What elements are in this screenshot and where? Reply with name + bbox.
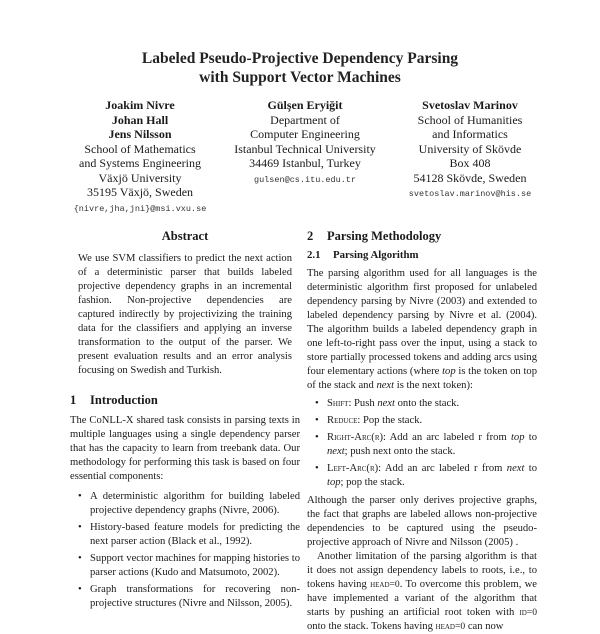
list-item: • Support vector machines for mapping histories to parser actions (Kudo and Matsumoto, 2002). [70, 552, 300, 580]
author-name: Svetoslav Marinov [422, 98, 518, 112]
title-line-2: with Support Vector Machines [199, 69, 401, 86]
root-label-paragraph [307, 550, 537, 634]
component-list [70, 490, 300, 611]
subsection-heading-algorithm [307, 248, 537, 262]
text-span: Another limitation of the parsing algorithm is that it does not assign dependency labels to roots, i.e., to tokens having [307, 551, 537, 590]
text-span: id=0 [519, 607, 537, 618]
affiliation-line: Istanbul Technical University [234, 141, 376, 156]
affiliation-line: 54128 Skövde, Sweden [413, 170, 527, 185]
action-list [307, 397, 537, 490]
text-span: . To overcome this problem, we have implemented a variant of the algorithm that starts by pushing an artificial root token with [307, 579, 538, 618]
text-span: next [327, 446, 345, 457]
text-span: to [524, 432, 537, 443]
section-title: Parsing Methodology [327, 229, 442, 243]
section-heading-introduction [70, 392, 300, 408]
action-name: Left-Arc(r) [327, 463, 379, 474]
affiliation-line: University of Skövde [418, 141, 522, 156]
action-item-reduce [307, 414, 537, 428]
author-email: svetoslav.marinov@his.se [408, 189, 532, 199]
algorithm-paragraph [307, 267, 537, 393]
list-item: • Graph transformations for recovering non-projective structures (Nivre and Nilsson, 2005). [70, 583, 300, 611]
affiliation-line: Box 408 [449, 156, 491, 170]
paper-title [0, 49, 600, 87]
affiliation-line: 35195 Växjö, Sweden [86, 185, 194, 199]
text-span: is the token on top of the stack and [307, 366, 537, 391]
author-name: Joakim Nivre [105, 98, 175, 112]
author-name: Jens Nilsson [108, 127, 172, 141]
section-heading-methodology [307, 228, 537, 244]
text-span: next [506, 463, 525, 474]
text-span: : Add an arc labeled r from [383, 432, 511, 443]
introduction-text: The CoNLL-X shared task consists in parsing texts in multiple languages using a single dependency parser that has the capacity to learn from treebank data. Our methodology for performing this task is based on four essential components: [70, 415, 300, 482]
action-item-right-arc [307, 431, 537, 459]
text-span: head=0 [435, 621, 466, 632]
affiliation-line: Växjö University [98, 170, 182, 185]
text-span: onto the stack. Tokens having [307, 621, 433, 632]
author-block-skovde [390, 98, 550, 216]
text-span: next [376, 380, 395, 391]
author-block-istanbul [220, 98, 390, 216]
list-item: • History-based feature models for predicting the next parser action (Black et al., 1992). [70, 521, 300, 549]
action-name: Right-Arc(r) [327, 432, 384, 443]
affiliation-line: School of Mathematics [84, 141, 196, 156]
abstract-heading: Abstract [161, 229, 209, 243]
author-name: Gülşen Eryiğit [267, 98, 343, 112]
author-list [60, 98, 550, 216]
text-span: is the next token): [396, 380, 473, 391]
left-column [70, 228, 300, 614]
section-number: 2 [307, 229, 314, 243]
list-item: • A deterministic algorithm for building labeled projective dependency graphs (Nivre, 2006). [70, 490, 300, 518]
abstract-text: We use SVM classifiers to predict the next action of a deterministic parser that builds labeled projective dependency graphs in an incremental fashion. Non-projective dependencies are captured indirectly by projectivizing the training data for the classifiers and applying an inverse transformation to the output of the parser. We present evaluation results and an error analysis focusing on Swedish and Turkish. [78, 253, 292, 376]
action-name: Shift [327, 398, 349, 409]
right-column [307, 228, 537, 634]
text-span: The parsing algorithm used for all languages is the deterministic algorithm first proposed for unlabeled dependency parsing by Nivre (2003) and extended to labeled dependency parsing by Nivre et al. (2004). The algorithm builds a labeled dependency graph in one left-to-right pass over the input, using a stack to store partially processed tokens and adding arcs using four elementary actions (where [307, 268, 537, 377]
text-span: can now [467, 621, 504, 632]
affiliation-line: 34469 Istanbul, Turkey [249, 156, 361, 170]
action-name: Reduce [327, 415, 358, 426]
subsection-title: Parsing Algorithm [333, 249, 419, 261]
text-span: ; pop the stack. [340, 477, 405, 488]
author-block-vaxjo [60, 98, 220, 216]
affiliation-line: Department of [270, 112, 340, 127]
affiliation-line: Computer Engineering [250, 127, 360, 141]
author-email: {nivre,jha,jni}@msi.vxu.se [73, 203, 207, 214]
section-number: 1 [70, 393, 77, 407]
text-span: next [377, 398, 395, 409]
action-item-shift [307, 397, 537, 411]
text-span: onto the stack. [394, 398, 460, 409]
text-span: head=0 [370, 579, 400, 590]
title-line-1: Labeled Pseudo-Projective Dependency Parsing [141, 50, 459, 67]
section-title: Introduction [90, 393, 158, 407]
author-email: gulsen@cs.itu.edu.tr [253, 174, 357, 185]
text-span: ; push next onto the stack. [344, 446, 456, 457]
text-span: top [442, 366, 456, 377]
pseudo-projective-paragraph: Although the parser only derives projective graphs, the fact that graphs are labeled allows non-projective dependencies to be captured using the pseudo-projective approach of Nivre and Nilsson (2005) . [307, 495, 537, 548]
affiliation-line: and Informatics [432, 127, 508, 141]
text-span: top [327, 477, 341, 488]
affiliation-line: and Systems Engineering [79, 156, 201, 170]
subsection-number: 2.1 [307, 249, 321, 261]
affiliation-line: School of Humanities [417, 112, 523, 127]
text-span: top [510, 432, 525, 443]
author-name: Johan Hall [111, 112, 169, 127]
text-span: : Add an arc labeled r from [378, 463, 507, 474]
action-item-left-arc [307, 462, 537, 490]
text-span: to [524, 463, 537, 474]
text-span: : Push [348, 398, 378, 409]
text-span: : Pop the stack. [357, 415, 423, 426]
